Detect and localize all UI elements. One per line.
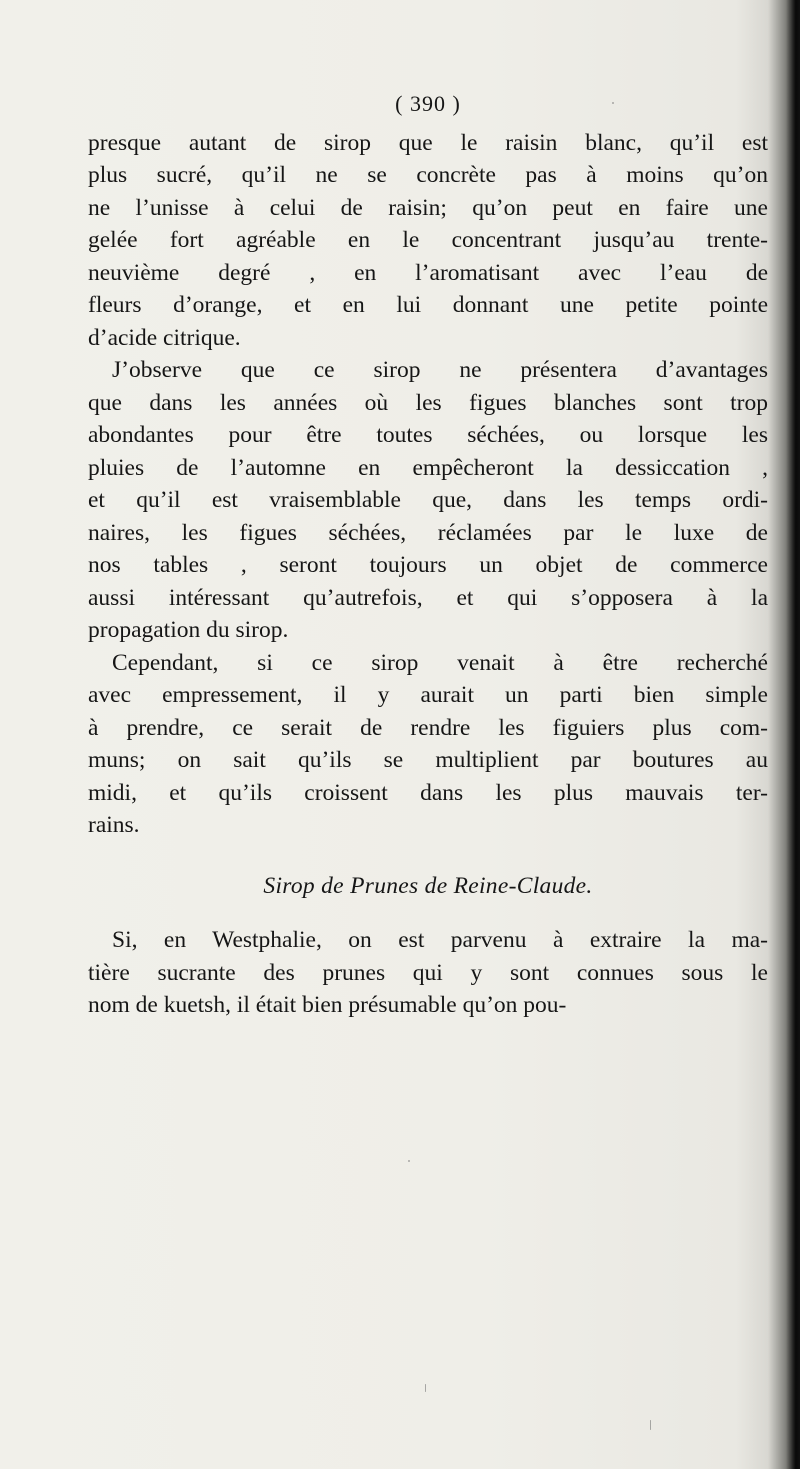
book-binding-shadow xyxy=(786,0,800,1469)
text-line: et qu’il est vraisemblable que, dans les temps ordi- xyxy=(88,487,768,513)
text-line: nos tables , seront toujours un objet de commerce xyxy=(88,552,768,578)
text-line: Cependant, si ce sirop venait à être recherché xyxy=(112,649,768,676)
paper-speckle xyxy=(650,1420,651,1430)
text-line: à prendre, ce serait de rendre les figuiers plus com- xyxy=(88,714,768,741)
text-line: pluies de l’automne en empêcheront la dessiccation , xyxy=(88,454,768,481)
text-line: J’observe que ce sirop ne présentera d’avantages xyxy=(112,357,768,383)
text-line: nom de kuetsh, il était bien présumable qu’on pou- xyxy=(88,992,567,1018)
text-line: aussi intéressant qu’autrefois, et qui s’opposera à la xyxy=(88,584,768,611)
text-line: naires, les figues séchées, réclamées par le luxe de xyxy=(88,519,768,546)
text-line: muns; on sait qu’ils se multiplient par boutures au xyxy=(88,747,768,773)
text-line: gelée fort agréable en le concentrant jusqu’au trente- xyxy=(88,227,768,253)
section-title: Sirop de Prunes de Reine-Claude. xyxy=(263,872,593,899)
paragraph-3 xyxy=(88,647,768,842)
text-line: rains. xyxy=(88,812,140,838)
text-line: avec empressement, il y aurait un parti bien simple xyxy=(88,682,768,708)
text-line: ne l’unisse à celui de raisin; qu’on peut en faire une xyxy=(88,194,768,221)
paragraph-1 xyxy=(88,127,768,355)
page-number: ( 390 ) xyxy=(395,91,461,116)
text-line: propagation du sirop. xyxy=(88,617,289,643)
paper-speckle xyxy=(408,1160,410,1162)
text-line: plus sucré, qu’il ne se concrète pas à moins qu’on xyxy=(88,162,768,188)
text-line: d’acide citrique. xyxy=(88,324,241,351)
text-line: Si, en Westphalie, on est parvenu à extraire la ma- xyxy=(112,927,768,953)
text-line: abondantes pour être toutes séchées, ou lorsque les xyxy=(88,422,768,448)
text-line: fleurs d’orange, et en lui donnant une petite pointe xyxy=(88,292,768,318)
paper-speckle xyxy=(425,1384,426,1392)
text-line: tière sucrante des prunes qui y sont connues sous le xyxy=(88,959,768,986)
text-line: neuvième degré , en l’aromatisant avec l’eau de xyxy=(88,259,768,286)
text-line: presque autant de sirop que le raisin blanc, qu’il est xyxy=(88,129,768,156)
text-line: que dans les années où les figues blanches sont trop xyxy=(88,389,768,416)
paper-speckle xyxy=(612,102,614,104)
text-line: midi, et qu’ils croissent dans les plus mauvais ter- xyxy=(88,779,768,806)
paragraph-2 xyxy=(88,354,768,647)
paragraph-4 xyxy=(88,924,768,1022)
page-text xyxy=(88,88,768,1022)
